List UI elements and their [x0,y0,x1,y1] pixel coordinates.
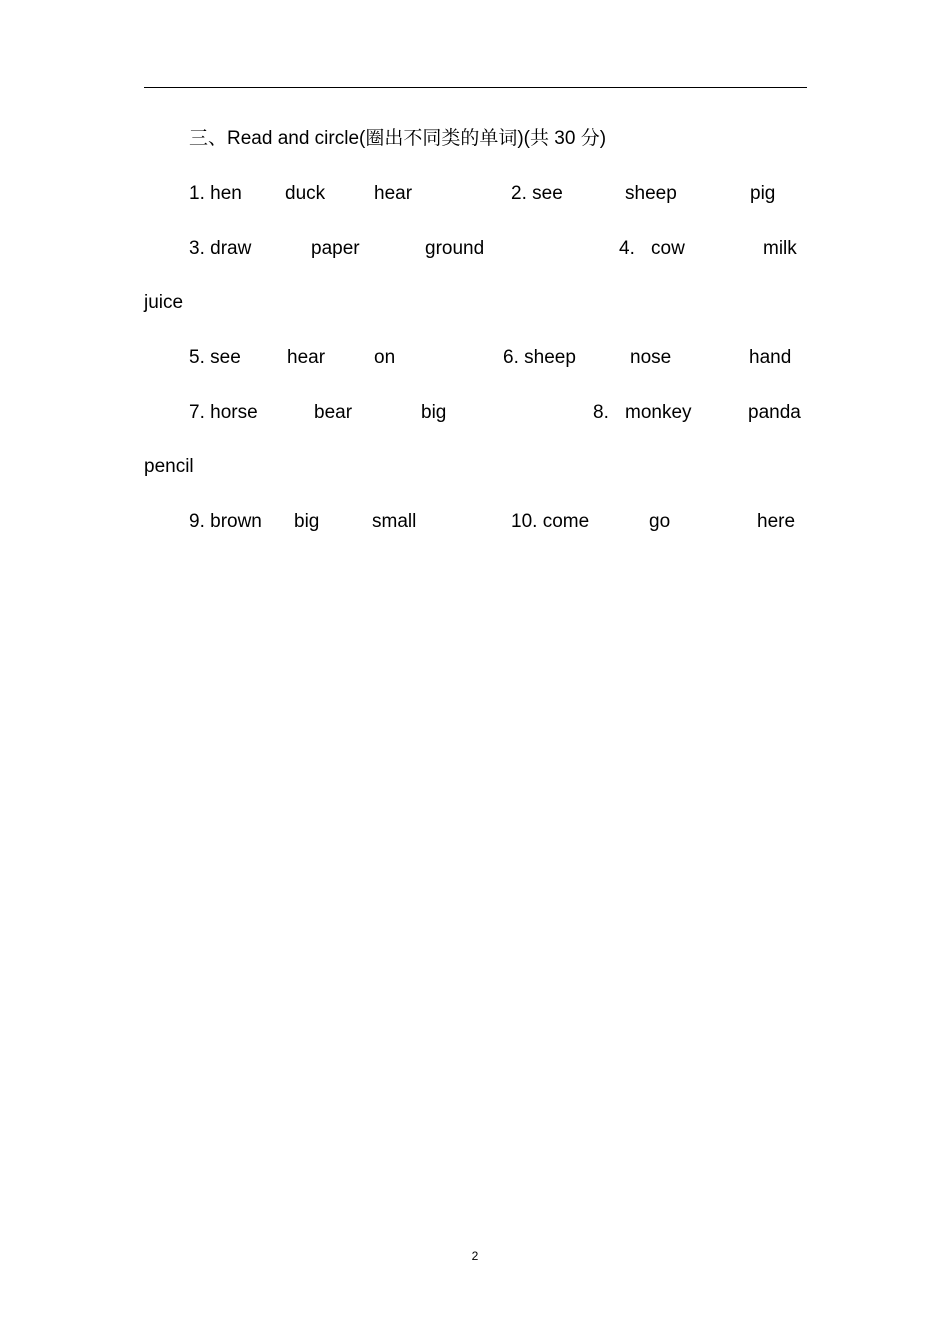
word-option: pencil [144,456,194,477]
word-option: here [757,511,796,532]
item-1-label: 1. hen [189,183,242,204]
item-9-label: 9. brown [189,511,262,532]
item-8-label: 8. [593,402,609,423]
word-option: small [372,511,417,532]
header-rule [144,87,807,88]
word-option: ground [425,238,485,259]
item-3-label: 3. draw [189,238,252,259]
exercise-row-2 [0,237,950,261]
word-option: hear [287,347,326,368]
exercise-row-1 [0,182,950,206]
word-option: bear [314,402,353,423]
exercise-row-4 [0,401,950,425]
word-option: juice [144,292,184,313]
word-option: milk [763,238,797,259]
item-7-label: 7. horse [189,402,258,423]
item-5-label: 5. see [189,347,241,368]
word-option: big [294,511,320,532]
word-option: big [421,402,447,423]
word-option: monkey [625,402,692,423]
word-option: on [374,347,396,368]
word-option: nose [630,347,672,368]
word-option: hand [749,347,792,368]
word-option: hear [374,183,413,204]
exercise-row-4-wrap [0,455,950,479]
word-option: go [649,511,671,532]
word-option: sheep [625,183,677,204]
exercise-row-3 [0,346,950,370]
word-option: panda [748,402,801,423]
section-heading: 三、Read and circle(圈出不同类的单词)(共 30 分) [189,128,607,149]
item-6-label: 6. sheep [503,347,576,368]
word-option: duck [285,183,326,204]
word-option: cow [651,238,685,259]
item-10-label: 10. come [511,511,590,532]
page-number: 2 [471,1249,479,1263]
item-4-label: 4. [619,238,635,259]
word-option: pig [750,183,776,204]
word-option: paper [311,238,360,259]
exercise-row-2-wrap [0,291,950,315]
item-2-label: 2. see [511,183,563,204]
exercise-row-5 [0,510,950,534]
